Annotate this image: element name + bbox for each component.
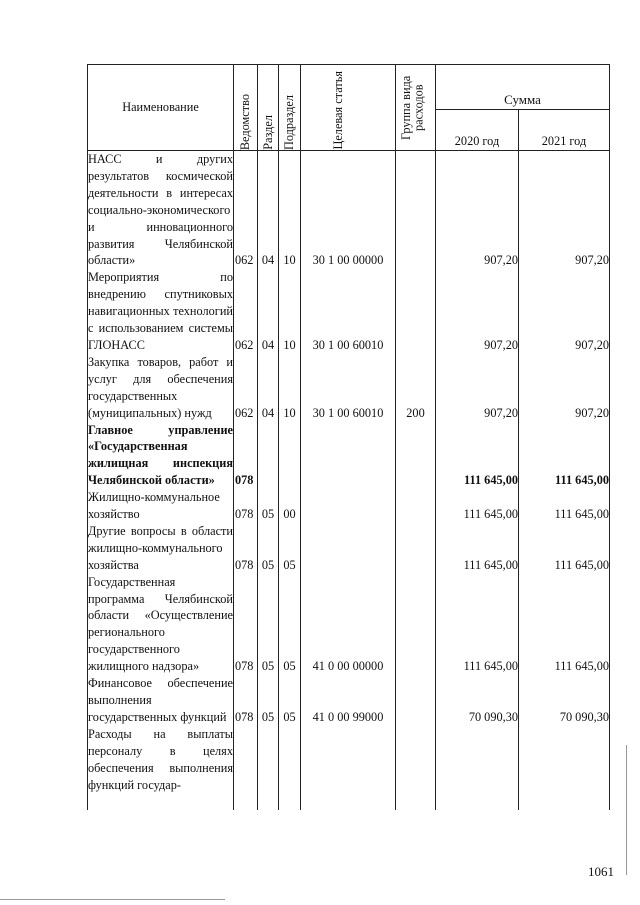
row-gruppa [396,489,436,523]
header-razdel [258,65,279,151]
row-vedomstvo: 062 [234,354,258,422]
row-gruppa [396,151,436,270]
row-razdel: 04 [258,269,279,354]
row-tselevaya: 30 1 00 60010 [301,354,396,422]
row-vedomstvo: 078 [234,422,258,490]
table-row [88,269,610,354]
row-razdel: 05 [258,675,279,726]
header-year-2020: 2020 год [436,110,519,151]
row-podrazdel: 00 [279,489,301,523]
row-sum-2021: 907,20 [519,269,610,354]
row-tselevaya [301,726,396,810]
table-row [88,151,610,270]
row-sum-2021: 111 645,00 [519,422,610,490]
table-row [88,523,610,574]
header-summa: Сумма [436,65,610,110]
row-podrazdel [279,422,301,490]
row-sum-2020: 907,20 [436,151,519,270]
row-sum-2021: 907,20 [519,354,610,422]
row-sum-2021: 907,20 [519,151,610,270]
row-tselevaya: 30 1 00 60010 [301,269,396,354]
row-razdel: 04 [258,354,279,422]
table-row [88,354,610,422]
row-tselevaya [301,523,396,574]
row-tselevaya: 41 0 00 99000 [301,675,396,726]
row-sum-2020: 70 090,30 [436,675,519,726]
row-name: НАСС и других результатов космической деятельности в интересах социально-экономического и инновационного развития Челябинской области» [88,152,233,268]
row-gruppa [396,422,436,490]
table-header-row [88,65,610,110]
header-gruppa [396,65,436,151]
row-razdel: 05 [258,489,279,523]
row-sum-2021: 111 645,00 [519,523,610,574]
row-name: Расходы на выплаты персоналу в целях обеспечения выполнения функций государ- [88,726,234,810]
table-row [88,422,610,490]
row-sum-2021: 111 645,00 [519,489,610,523]
row-razdel [258,422,279,490]
row-name: Главное управление «Государственная жилищная инспекция Челябинской области» [88,422,233,488]
row-name: Финансовое обеспечение выполнения государственных функций [88,676,233,724]
row-gruppa [396,726,436,810]
row-name: Жилищно-коммунальное хозяйство [88,489,234,523]
row-sum-2020: 111 645,00 [436,422,519,490]
row-gruppa: 200 [396,354,436,422]
header-year-2021: 2021 год [519,110,610,151]
row-vedomstvo: 078 [234,489,258,523]
table-row [88,574,610,675]
row-gruppa [396,574,436,675]
table-row [88,489,610,523]
row-sum-2020 [436,726,519,810]
page-number: 1061 [588,864,614,879]
table-row [88,726,610,810]
row-razdel: 05 [258,574,279,675]
header-gruppa-label: Группа вида расходов [398,75,425,141]
row-razdel: 05 [258,523,279,574]
row-razdel [258,726,279,810]
row-razdel: 04 [258,151,279,270]
row-gruppa [396,675,436,726]
row-tselevaya: 30 1 00 00000 [301,151,396,270]
header-vedomstvo-label: Ведомство [238,93,253,150]
row-name: Государственная программа Челябинской области «Осуществление регионального государственного жилищного надзора» [88,574,233,674]
row-gruppa [396,523,436,574]
row-podrazdel: 10 [279,151,301,270]
header-tselevaya [301,65,396,151]
row-podrazdel [279,726,301,810]
header-tselevaya-label: Целевая статья [331,71,345,150]
row-gruppa [396,269,436,354]
row-podrazdel: 10 [279,269,301,354]
bottom-rule [0,899,225,900]
row-vedomstvo [234,726,258,810]
row-sum-2021: 111 645,00 [519,574,610,675]
row-vedomstvo: 062 [234,151,258,270]
row-vedomstvo: 062 [234,269,258,354]
row-name: Закупка товаров, работ и услуг для обеспечения государственных (муниципальных) нужд [88,354,233,420]
row-sum-2020: 111 645,00 [436,574,519,675]
header-name: Наименование [88,65,234,151]
header-vedomstvo [234,65,258,151]
row-name: Другие вопросы в области жилищно-коммунального хозяйства [88,523,233,572]
row-sum-2020: 111 645,00 [436,489,519,523]
row-podrazdel: 05 [279,675,301,726]
row-tselevaya [301,422,396,490]
row-vedomstvo: 078 [234,574,258,675]
row-vedomstvo: 078 [234,523,258,574]
row-podrazdel: 05 [279,523,301,574]
scan-edge-line [626,745,627,875]
row-tselevaya: 41 0 00 00000 [301,574,396,675]
budget-table [87,64,610,810]
row-sum-2021: 70 090,30 [519,675,610,726]
header-razdel-label: Раздел [260,115,275,150]
row-podrazdel: 05 [279,574,301,675]
row-sum-2020: 907,20 [436,269,519,354]
row-sum-2021 [519,726,610,810]
row-podrazdel: 10 [279,354,301,422]
row-sum-2020: 111 645,00 [436,523,519,574]
header-podrazdel [279,65,301,151]
row-tselevaya [301,489,396,523]
header-podrazdel-label: Подраздел [282,94,297,150]
row-name: Мероприятия по внедрению спутниковых навигационных технологий с использованием системы ГЛОНАСС [88,270,233,352]
table-row [88,675,610,726]
row-vedomstvo: 078 [234,675,258,726]
row-sum-2020: 907,20 [436,354,519,422]
